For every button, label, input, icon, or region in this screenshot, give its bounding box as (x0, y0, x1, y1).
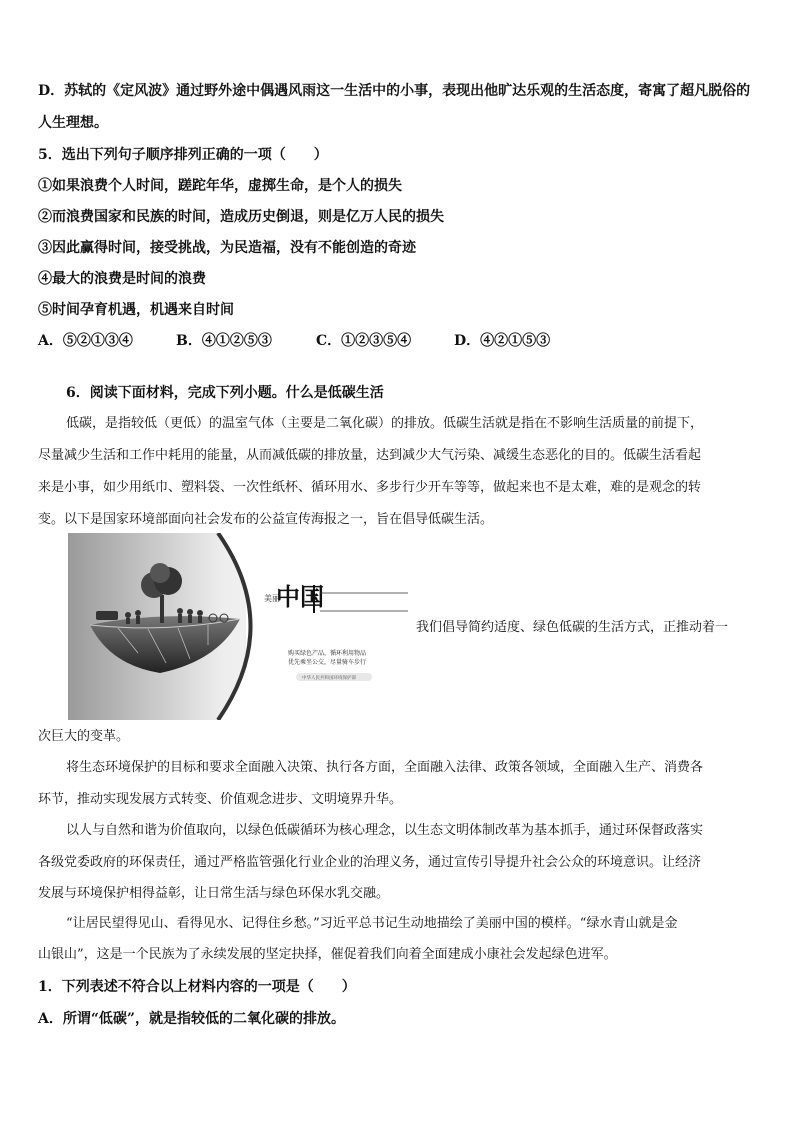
question-1-option-a: A．所谓“低碳”，就是指较低的二氧化碳的排放。 (38, 1011, 345, 1027)
sentence-3: ③因此赢得时间，接受挑战，为民造福，没有不能创造的奇迹 (38, 240, 416, 256)
question-6: 6．阅读下面材料，完成下列小题。什么是低碳生活 (66, 385, 384, 401)
poster-slogan-2: 优先乘坐公交，尽量骑车步行 (288, 659, 367, 666)
sentence-4: ④最大的浪费是时间的浪费 (38, 271, 206, 287)
option-d: D．④②①⑤③ (454, 333, 551, 349)
paragraph-4-line-3: 发展与环境保护相得益彰，让日常生活与绿色环保水乳交融。 (38, 886, 390, 901)
option-b: B．④①②⑤③ (176, 333, 272, 349)
poster-footer: 中华人民共和国环境保护部 (302, 676, 356, 681)
question-1: 1．下列表述不符合以上材料内容的一项是（ ） (38, 979, 356, 995)
option-c: C．①②③⑤④ (316, 333, 412, 349)
paragraph-3-line-2: 环节，推动实现发展方式转变、价值观念进步、文明境界升华。 (38, 792, 403, 807)
paragraph-4-line-2: 各级党委政府的环保责任，通过严格监管强化行业企业的治理义务，通过宣传引导提升社会公众的环境意识。让经济 (38, 855, 702, 870)
low-carbon-poster (68, 533, 414, 720)
poster-slogan-1: 购买绿色产品，循环利用物品 (288, 650, 367, 657)
paragraph-5-line-1: “让居民望得见山、看得见水、记得住乡愁。”习近平总书记生动地描绘了美丽中国的模样。“绿水青山就是金 (66, 916, 678, 931)
poster-brand-small: 美丽 (264, 594, 280, 603)
paragraph-1-line-2: 尽量减少生活和工作中耗用的能量，从而减低碳的排放量，达到减少大气污染、减缓生态恶化的目的。低碳生活看起 (38, 448, 702, 463)
sentence-5: ⑤时间孕育机遇，机遇来自时间 (38, 302, 234, 318)
paragraph-1-line-4: 变。以下是国家环境部面向社会发布的公益宣传海报之一，旨在倡导低碳生活。 (38, 512, 494, 527)
sentence-1: ①如果浪费个人时间，蹉跎年华，虚掷生命，是个人的损失 (38, 178, 402, 194)
paragraph-3-line-1: 将生态环境保护的目标和要求全面融入决策、执行各方面，全面融入法律、政策各领域，全面融入生产、消费各 (66, 760, 704, 775)
poster-brand-big: 中国 (276, 582, 324, 611)
paragraph-2-right: 我们倡导简约适度、绿色低碳的生活方式，正推动着一 (416, 620, 729, 635)
answer-options (38, 331, 550, 351)
paragraph-2-continued: 次巨大的变革。 (38, 729, 130, 744)
sentence-2: ②而浪费国家和民族的时间，造成历史倒退，则是亿万人民的损失 (38, 209, 444, 225)
paragraph-4-line-1: 以人与自然和谐为价值取向，以绿色低碳循环为核心理念，以生态文明体制改革为基本抓手，通过环保督政落实 (66, 823, 704, 838)
paragraph-1-line-1: 低碳，是指较低（更低）的温室气体（主要是二氧化碳）的排放。低碳生活就是指在不影响生活质量的前提下， (66, 416, 704, 431)
option-d-line-1: D．苏轼的《定风波》通过野外途中偶遇风雨这一生活中的小事，表现出他旷达乐观的生活态度，寄寓了超凡脱俗的 (38, 83, 751, 99)
question-5: 5．选出下列句子顺序排列正确的一项（ ） (38, 147, 328, 163)
paragraph-5-line-2: 山银山”，这是一个民族为了永续发展的坚定抉择，催促着我们向着全面建成小康社会发起绿色进军。 (38, 947, 617, 962)
option-a: A．⑤②①③④ (38, 333, 133, 349)
paragraph-1-line-3: 来是小事，如少用纸巾、塑料袋、一次性纸杯、循环用水、多步行少开车等等，做起来也不是太难，难的是观念的转 (38, 480, 702, 495)
option-d-line-2: 人生理想。 (38, 115, 108, 131)
